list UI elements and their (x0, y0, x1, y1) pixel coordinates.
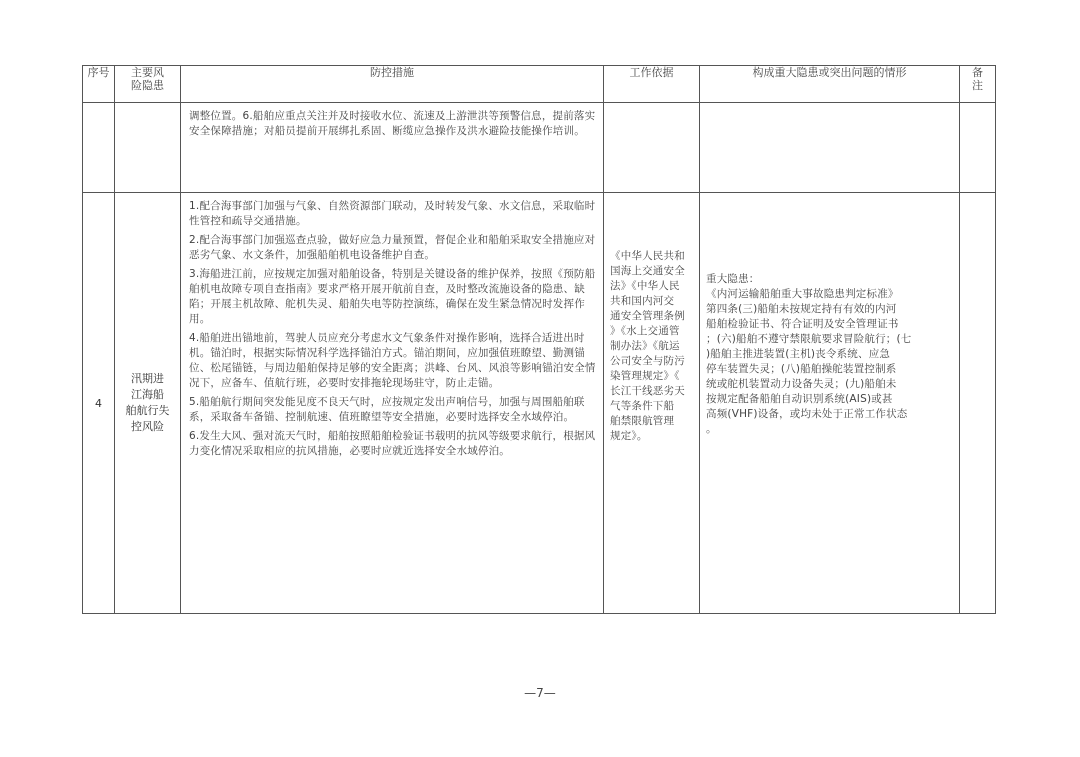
issue-line: 船舶检验证书、符合证明及安全管理证书 (706, 318, 899, 330)
basis-line: 染管理规定》《 (610, 370, 680, 382)
basis-line: 气等条件下船 (610, 400, 675, 412)
risk-line: 控风险 (131, 420, 164, 433)
cell-index-continued (83, 103, 115, 193)
issue-line: 。 (706, 423, 717, 435)
issue-line: ；(六)船舶不遵守禁限航要求冒险航行；(七 (706, 333, 912, 345)
basis-line: 规定》。 (610, 430, 648, 442)
cell-issues-continued (700, 103, 960, 193)
header-index: 序号 (83, 66, 115, 103)
basis-line: 法》《中华人民 (610, 280, 680, 292)
cell-issues (700, 193, 960, 614)
cell-basis (604, 193, 700, 614)
cell-basis-continued (604, 103, 700, 193)
header-risk (115, 66, 181, 103)
measure-paragraph: 调整位置。6.船舶应重点关注并及时接收水位、流速及上游泄洪等预警信息，提前落实安全保障措施；对船员提前开展绑扎系固、断缆应急操作及洪水避险技能操作培训。 (189, 110, 596, 137)
measure-paragraph-6: 6.发生大风、强对流天气时，船舶按照船舶检验证书载明的抗风等级要求航行，根据风力变化情况采取相应的抗风措施，必要时应就近选择安全水域停泊。 (189, 430, 596, 457)
basis-line: 》《水上交通管 (610, 325, 680, 337)
risk-line: 舶航行失 (125, 404, 170, 417)
basis-line: 公司安全与防污 (610, 355, 685, 367)
basis-line: 舶禁限航管理 (610, 415, 675, 427)
issue-line: 《内河运输船舶重大事故隐患判定标准》 (706, 288, 899, 300)
cell-index: 4 (83, 193, 115, 614)
issue-line: 重大隐患： (706, 273, 760, 285)
cell-risk (115, 193, 181, 614)
header-basis: 工作依据 (604, 66, 700, 103)
header-issues: 构成重大隐患或突出问题的情形 (700, 66, 960, 103)
issue-line: 按规定配备船舶自动识别系统(AIS)或甚 (706, 393, 893, 405)
risk-line: 江海船 (131, 388, 164, 401)
cell-remarks (960, 193, 996, 614)
header-measures: 防控措施 (181, 66, 604, 103)
issue-line: 停车装置失灵；(八)船舶操舵装置控制系 (706, 363, 897, 375)
measure-paragraph-2: 2.配合海事部门加强巡查点验，做好应急力量预置，督促企业和船舶采取安全措施应对恶劣气象、水文条件，加强船舶机电设备维护自查。 (189, 234, 596, 261)
cell-measures-continued (181, 103, 604, 193)
measure-paragraph-4: 4.船舶进出锚地前，驾驶人员应充分考虑水文气象条件对操作影响，选择合适进出时机。锚泊时，根据实际情况科学选择锚泊方式。锚泊期间，应加强值班瞭望、勤测锚位、松尾锚链，与周边船舶保持足够的安全距离；洪峰、台风、风浪等影响锚泊安全情况下，应备车、值航行班，必要时安排拖轮现场驻守，防止走锚。 (189, 332, 596, 389)
header-remarks (960, 66, 996, 103)
header-remarks-line: 备 (972, 66, 983, 79)
issue-line: 第四条(三)船舶未按规定持有有效的内河 (706, 303, 897, 315)
table-row-continued (83, 103, 996, 193)
table-header-row (83, 66, 996, 103)
measure-paragraph-5: 5.船舶航行期间突发能见度不良天气时，应按规定发出声响信号，加强与周围船舶联系，采取备车备锚、控制航速、值班瞭望等安全措施，必要时选择安全水域停泊。 (189, 396, 585, 423)
header-risk-line: 主要风 (131, 66, 164, 79)
basis-line: 国海上交通安全 (610, 265, 685, 277)
basis-line: 共和国内河交 (610, 295, 675, 307)
issue-line: 统或舵机装置动力设备失灵；(九)船舶未 (706, 378, 897, 390)
basis-line: 长江干线恶劣天 (610, 385, 685, 397)
header-risk-line: 险隐患 (131, 79, 164, 92)
hazard-control-table (82, 65, 996, 614)
cell-remarks-continued (960, 103, 996, 193)
basis-line: 《中华人民共和 (610, 250, 685, 262)
cell-measures (181, 193, 604, 614)
risk-line: 汛期进 (131, 372, 164, 385)
issue-line: 高频(VHF)设备，或均未处于正常工作状态 (706, 408, 908, 420)
table-row-4 (83, 193, 996, 614)
issue-line: )船舶主推进装置(主机)丧令系统、应急 (706, 348, 891, 360)
cell-risk-continued (115, 103, 181, 193)
measure-paragraph-1: 1.配合海事部门加强与气象、自然资源部门联动，及时转发气象、水文信息，采取临时性管控和疏导交通措施。 (189, 200, 596, 227)
basis-line: 通安全管理条例 (610, 310, 685, 322)
basis-line: 制办法》《航运 (610, 340, 680, 352)
measure-paragraph-3: 3.海船进江前，应按规定加强对船舶设备，特别是关键设备的维护保养，按照《预防船舶机电故障专项自查指南》要求严格开展开航前自查，及时整改流施设备的隐患、缺陷；开展主机故障、舵机失灵、船舶失电等防控演练，确保在发生紧急情况时发挥作用。 (189, 268, 596, 325)
header-remarks-line: 注 (972, 79, 983, 92)
page-number: —7— (524, 686, 556, 700)
